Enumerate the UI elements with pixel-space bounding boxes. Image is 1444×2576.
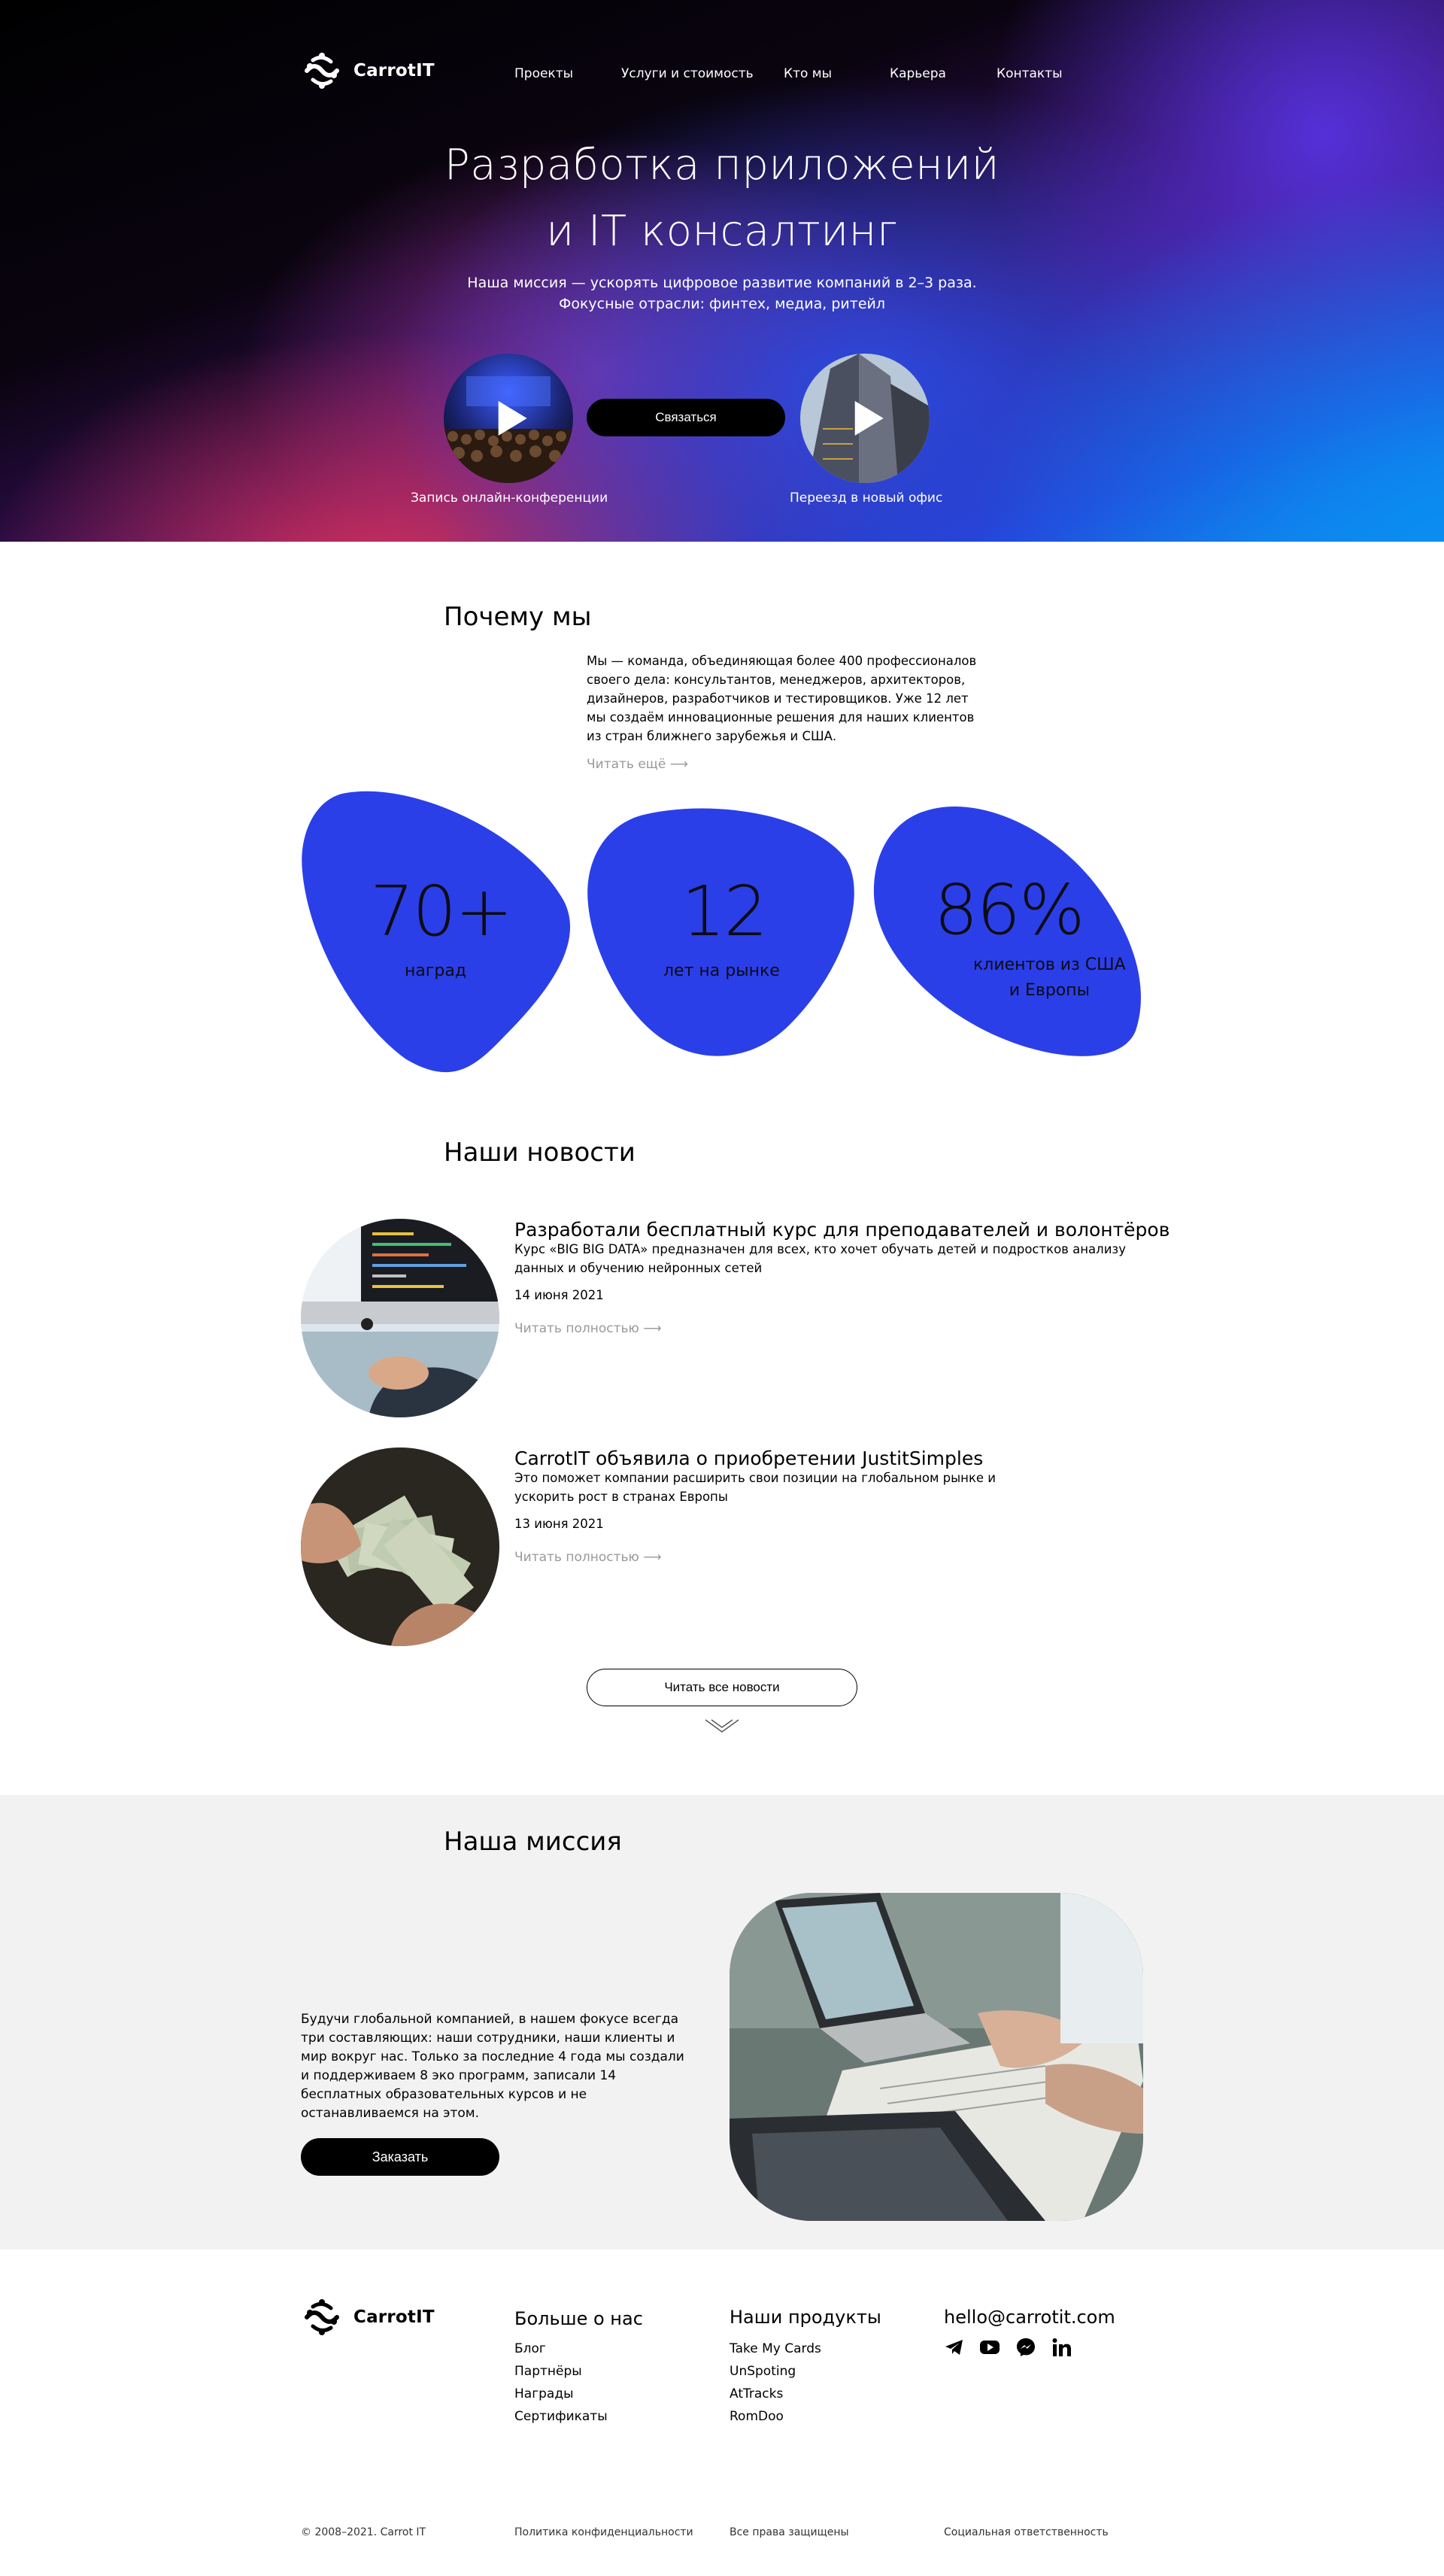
hero-subtitle bbox=[346, 272, 1098, 314]
news-item-read-more-link[interactable]: Читать полностью ⟶ bbox=[514, 1550, 662, 1565]
stat-awards-value: 70+ bbox=[370, 871, 512, 952]
stat-clients-label bbox=[973, 952, 1126, 1004]
footer-rights: Все права защищены bbox=[730, 2526, 849, 2538]
office-video-thumbnail[interactable] bbox=[800, 354, 930, 483]
stat-clients bbox=[872, 805, 1143, 1062]
carrot-logo-icon bbox=[301, 2296, 343, 2338]
footer-link-partners[interactable]: Партнёры bbox=[514, 2364, 582, 2379]
footer-about-heading: Больше о нас bbox=[514, 2308, 643, 2329]
stat-awards-label: наград bbox=[405, 961, 467, 980]
linkedin-icon[interactable] bbox=[1051, 2337, 1072, 2358]
hero-title-line1: Разработка приложений bbox=[444, 141, 1000, 190]
telegram-icon[interactable] bbox=[944, 2337, 965, 2358]
play-icon bbox=[855, 401, 884, 436]
footer-products-heading: Наши продукты bbox=[730, 2307, 881, 2328]
laptops-desk-image bbox=[730, 1893, 1143, 2221]
youtube-icon[interactable] bbox=[979, 2337, 1000, 2358]
laptop-code-image bbox=[301, 1219, 499, 1417]
messenger-icon[interactable] bbox=[1015, 2337, 1036, 2358]
news-image-money[interactable] bbox=[301, 1447, 499, 1646]
all-news-button[interactable]: Читать все новости bbox=[587, 1669, 857, 1706]
footer-link-attracks[interactable]: AtTracks bbox=[730, 2386, 784, 2401]
footer-logo[interactable] bbox=[301, 2296, 435, 2338]
why-text: Мы — команда, объединяющая более 400 профессионалов своего дела: консультантов, менеджеров, архитекторов, дизайнеров, разработчиков и тестировщиков. Уже 12 лет мы создаём инновационные решения для наших клиентов из стран ближнего зарубежья и США. bbox=[587, 654, 977, 743]
footer-privacy-link[interactable]: Политика конфиденциальности bbox=[514, 2526, 693, 2538]
hero-subtitle-line2: Фокусные отрасли: финтех, медиа, ритейл bbox=[558, 296, 886, 312]
nav-item-career[interactable]: Карьера bbox=[890, 66, 946, 81]
hero-subtitle-line1: Наша миссия — ускорять цифровое развитие компаний в 2–3 раза. bbox=[467, 275, 977, 291]
news-item-title[interactable]: CarrotIT объявила о приобретении JustitSimples bbox=[514, 1447, 984, 1469]
news-item-title[interactable]: Разработали бесплатный курс для преподавателей и волонтёров bbox=[514, 1219, 1170, 1241]
news-image-laptop[interactable] bbox=[301, 1219, 499, 1417]
conference-video-thumbnail[interactable] bbox=[444, 354, 573, 483]
footer-link-romdoo[interactable]: RomDoo bbox=[730, 2409, 784, 2424]
stat-clients-label-line2: и Европы bbox=[1009, 981, 1091, 1000]
why-read-more-link[interactable]: Читать ещё ⟶ bbox=[587, 757, 689, 772]
mission-heading: Наша миссия bbox=[444, 1827, 622, 1857]
nav-item-projects[interactable]: Проекты bbox=[514, 66, 574, 81]
play-icon bbox=[499, 401, 527, 436]
stat-years-label: лет на рынке bbox=[663, 961, 780, 980]
footer-link-unspoting[interactable]: UnSpoting bbox=[730, 2364, 796, 2379]
logo-text: CarrotIT bbox=[353, 61, 435, 80]
footer-social-responsibility-link[interactable]: Социальная ответственность bbox=[944, 2526, 1109, 2538]
money-hands-image bbox=[301, 1447, 499, 1646]
footer-link-take-my-cards[interactable]: Take My Cards bbox=[730, 2341, 821, 2356]
hero-title-line2: и IT консалтинг bbox=[546, 207, 898, 256]
stat-years-value: 12 bbox=[681, 871, 767, 952]
footer-email-link[interactable]: hello@carrotit.com bbox=[944, 2307, 1115, 2328]
news-heading: Наши новости bbox=[444, 1138, 636, 1168]
nav-item-contacts[interactable]: Контакты bbox=[997, 66, 1063, 81]
stat-years bbox=[587, 807, 857, 1062]
news-item-date: 13 июня 2021 bbox=[514, 1517, 604, 1531]
news-item-read-more-link[interactable]: Читать полностью ⟶ bbox=[514, 1321, 662, 1336]
mission-image bbox=[730, 1893, 1143, 2221]
main-nav bbox=[0, 66, 1444, 86]
office-video-caption: Переезд в новый офис bbox=[790, 491, 943, 506]
hero-title bbox=[271, 132, 1173, 265]
stat-awards bbox=[301, 788, 575, 1077]
nav-item-services[interactable]: Услуги и стоимость bbox=[621, 66, 754, 81]
footer-link-blog[interactable]: Блог bbox=[514, 2341, 546, 2356]
logo-text: CarrotIT bbox=[353, 2307, 435, 2327]
footer-link-awards[interactable]: Награды bbox=[514, 2386, 574, 2401]
order-button[interactable]: Заказать bbox=[301, 2138, 499, 2176]
why-heading: Почему мы bbox=[444, 602, 592, 632]
news-item-description: Это поможет компании расширить свои позиции на глобальном рынке и ускорить рост в странах Европы bbox=[514, 1471, 997, 1504]
news-item-date: 14 июня 2021 bbox=[514, 1288, 604, 1302]
hero-section bbox=[0, 0, 1444, 542]
double-chevron-down-icon[interactable] bbox=[704, 1717, 740, 1735]
news-item-description: Курс «BIG BIG DATA» предназначен для всех, кто хочет обучать детей и подростков анализу данных и обучению нейронных сетей bbox=[514, 1242, 1126, 1275]
contact-button[interactable]: Связаться bbox=[587, 399, 785, 436]
mission-section bbox=[0, 1795, 1444, 2249]
nav-item-about[interactable]: Кто мы bbox=[784, 66, 833, 81]
stat-clients-value: 86% bbox=[934, 870, 1084, 950]
footer-link-certificates[interactable]: Сертификаты bbox=[514, 2409, 608, 2424]
conference-video-caption: Запись онлайн-конференции bbox=[411, 491, 608, 506]
mission-text: Будучи глобальной компанией, в нашем фокусе всегда три составляющих: наши сотрудники, наши клиенты и мир вокруг нас. Только за последние 4 года мы создали и поддерживаем 8 эко программ, записали 14 бесплатных образовательных курсов и не останавливаемся на этом. bbox=[301, 2012, 684, 2121]
stat-clients-label-line1: клиентов из США bbox=[973, 955, 1126, 974]
footer-copyright: © 2008–2021. Carrot IT bbox=[301, 2526, 426, 2538]
